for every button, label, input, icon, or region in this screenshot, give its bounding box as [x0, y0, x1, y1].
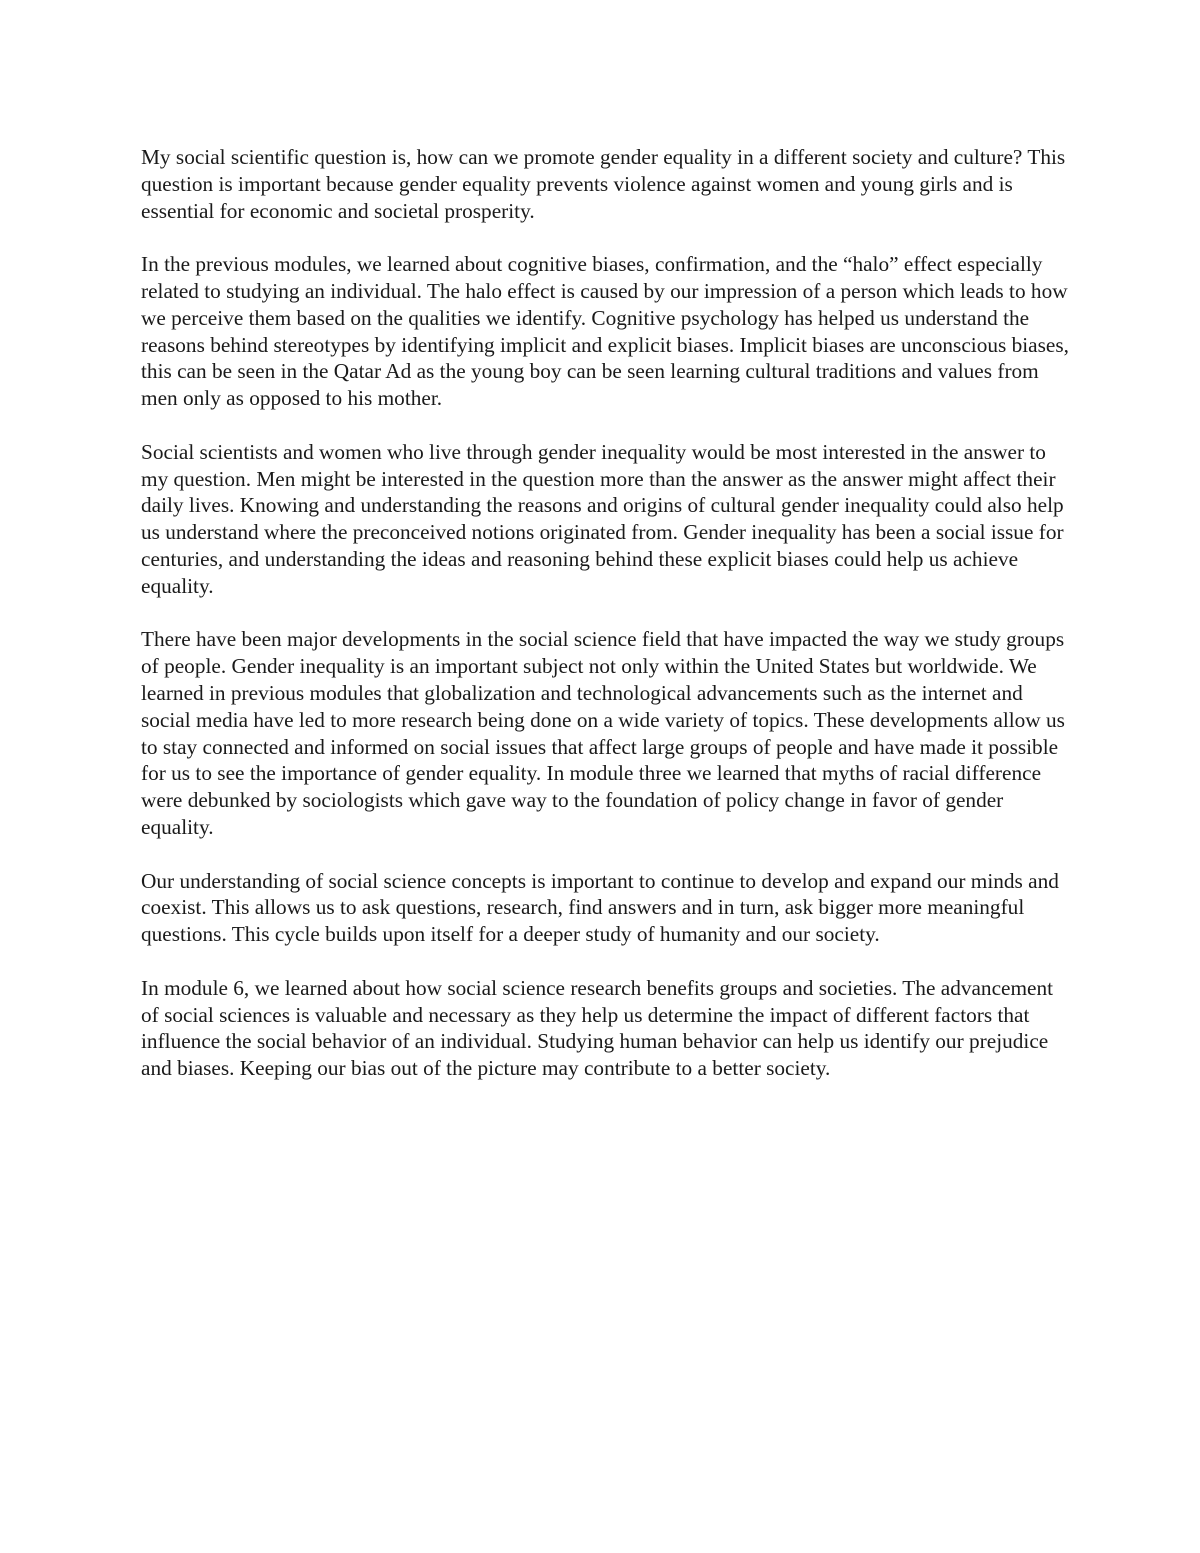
paragraph-cognitive-biases: In the previous modules, we learned about cognitive biases, confirmation, and the “halo” effect especially related to studying an individual. The halo effect is caused by our impression of a person which leads to how we perceive them based on the qualities we identify. Cognitive psychology has helped us understand the reasons behind stereotypes by identifying implicit and explicit biases. Implicit biases are unconscious biases, this can be seen in the Qatar Ad as the young boy can be seen learning cultural traditions and values from men only as opposed to his mother. — [141, 252, 1069, 411]
paragraph-understanding-concepts: Our understanding of social science concepts is important to continue to develop and expand our minds and coexist. This allows us to ask questions, research, find answers and in turn, ask bigger more meaningful questions. This cycle builds upon itself for a deeper study of humanity and our society. — [141, 868, 1059, 947]
paragraph-module-six: In module 6, we learned about how social science research benefits groups and societies. The advancement of social sciences is valuable and necessary as they help us determine the impact of different factors that influence the social behavior of an individual. Studying human behavior can help us identify our prejudice and biases. Keeping our bias out of the picture may contribute to a better society. — [141, 975, 1054, 1081]
document-body — [141, 144, 1071, 1109]
paragraph-research-question: My social scientific question is, how can we promote gender equality in a different society and culture? This question is important because gender equality prevents violence against women and young girls and is essential for economic and societal prosperity. — [141, 145, 1066, 223]
paragraph-developments: There have been major developments in the social science field that have impacted the way we study groups of people. Gender inequality is an important subject not only within the United States but worldwide. We learned in previous modules that globalization and technological advancements such as the internet and social media have led to more research being done on a wide variety of topics. These developments allow us to stay connected and informed on social issues that affect large groups of people and have made it possible for us to see the importance of gender equality. In module three we learned that myths of racial difference were debunked by sociologists which gave way to the foundation of policy change in favor of gender equality. — [141, 627, 1065, 839]
paragraph-interested-audience: Social scientists and women who live through gender inequality would be most interested in the answer to my question. Men might be interested in the question more than the answer as the answer might affect their daily lives. Knowing and understanding the reasons and origins of cultural gender inequality could also help us understand where the preconceived notions originated from. Gender inequality has been a social issue for centuries, and understanding the ideas and reasoning behind these explicit biases could help us achieve equality. — [141, 439, 1064, 598]
